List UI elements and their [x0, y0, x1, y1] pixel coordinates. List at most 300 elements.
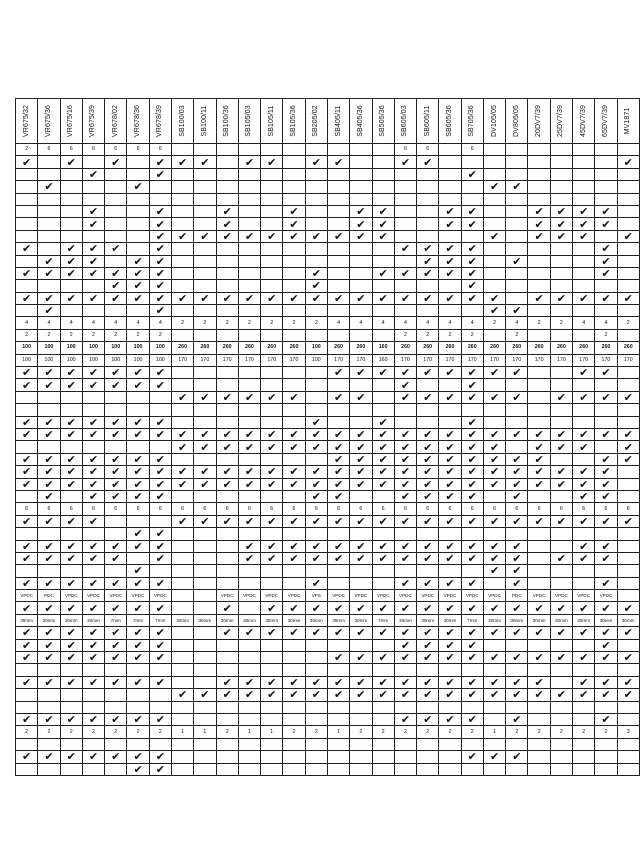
check-icon: ✔ — [350, 428, 372, 440]
value-cell: 2 — [305, 317, 327, 329]
value-cell: 170 — [417, 354, 439, 366]
empty-cell — [595, 193, 617, 205]
value-cell: 2 — [617, 317, 639, 329]
check-icon: ✔ — [38, 466, 60, 478]
empty-cell — [261, 416, 283, 428]
value-cell: 6 — [350, 503, 372, 515]
empty-cell — [573, 181, 595, 193]
value-cell: 170 — [573, 354, 595, 366]
value-cell: 4 — [327, 317, 349, 329]
check-icon: ✔ — [417, 267, 439, 279]
check-icon: ✔ — [461, 466, 483, 478]
check-icon: ✔ — [372, 478, 394, 490]
empty-cell — [372, 751, 394, 763]
empty-cell — [461, 528, 483, 540]
empty-cell — [617, 168, 639, 180]
empty-cell — [372, 664, 394, 676]
value-cell: 30mm — [194, 614, 216, 626]
check-icon: ✔ — [394, 267, 416, 279]
check-icon: ✔ — [394, 428, 416, 440]
check-icon: ✔ — [372, 428, 394, 440]
value-cell: 30mm — [417, 614, 439, 626]
check-icon: ✔ — [573, 515, 595, 527]
value-cell: 4 — [105, 317, 127, 329]
empty-cell — [194, 751, 216, 763]
check-icon: ✔ — [38, 676, 60, 688]
check-icon: ✔ — [60, 639, 82, 651]
value-cell: PDC — [38, 590, 60, 602]
check-icon: ✔ — [82, 255, 104, 267]
check-icon: ✔ — [617, 652, 639, 664]
model-name: SB405/11 — [334, 105, 342, 137]
empty-cell — [82, 738, 104, 750]
check-icon: ✔ — [372, 205, 394, 217]
empty-cell — [261, 181, 283, 193]
check-icon: ✔ — [394, 453, 416, 465]
check-icon: ✔ — [149, 577, 171, 589]
check-icon: ✔ — [327, 441, 349, 453]
feature-row — [16, 478, 640, 490]
check-icon: ✔ — [617, 292, 639, 304]
check-icon: ✔ — [82, 751, 104, 763]
model-header-cell — [261, 99, 283, 144]
empty-cell — [439, 280, 461, 292]
empty-cell — [261, 267, 283, 279]
empty-cell — [216, 404, 238, 416]
check-icon: ✔ — [171, 478, 193, 490]
check-icon: ✔ — [550, 428, 572, 440]
value-cell: VPDC — [16, 590, 38, 602]
value-cell: 100 — [149, 354, 171, 366]
value-cell: 2 — [394, 329, 416, 341]
empty-cell — [171, 280, 193, 292]
empty-cell — [127, 305, 149, 317]
empty-cell — [483, 664, 505, 676]
empty-cell — [238, 205, 260, 217]
check-icon: ✔ — [439, 478, 461, 490]
check-icon: ✔ — [194, 466, 216, 478]
empty-cell — [550, 577, 572, 589]
value-cell: 6 — [38, 144, 60, 156]
empty-cell — [550, 713, 572, 725]
value-cell: 170 — [194, 354, 216, 366]
check-icon: ✔ — [127, 627, 149, 639]
empty-cell — [573, 713, 595, 725]
check-icon: ✔ — [60, 577, 82, 589]
check-icon: ✔ — [149, 168, 171, 180]
check-icon: ✔ — [394, 379, 416, 391]
value-cell: 6 — [238, 503, 260, 515]
check-icon: ✔ — [127, 416, 149, 428]
check-icon: ✔ — [149, 416, 171, 428]
empty-cell — [550, 168, 572, 180]
empty-cell — [417, 168, 439, 180]
check-icon: ✔ — [60, 552, 82, 564]
value-cell: 2 — [105, 329, 127, 341]
check-icon: ✔ — [105, 466, 127, 478]
empty-cell — [550, 305, 572, 317]
check-icon: ✔ — [149, 267, 171, 279]
empty-cell — [194, 379, 216, 391]
check-icon: ✔ — [283, 478, 305, 490]
check-icon: ✔ — [283, 428, 305, 440]
value-cell: 30mm — [394, 614, 416, 626]
check-icon: ✔ — [595, 627, 617, 639]
empty-cell — [417, 379, 439, 391]
value-cell: 100 — [16, 354, 38, 366]
model-header-cell — [283, 99, 305, 144]
empty-cell — [528, 713, 550, 725]
empty-cell — [60, 565, 82, 577]
check-icon: ✔ — [127, 565, 149, 577]
check-icon: ✔ — [238, 627, 260, 639]
empty-cell — [528, 404, 550, 416]
empty-cell — [528, 243, 550, 255]
check-icon: ✔ — [216, 515, 238, 527]
empty-cell — [194, 453, 216, 465]
check-icon: ✔ — [171, 441, 193, 453]
value-cell: 7mm — [372, 614, 394, 626]
empty-cell — [261, 243, 283, 255]
empty-cell — [595, 280, 617, 292]
value-cell: 7mm — [149, 614, 171, 626]
check-icon: ✔ — [238, 156, 260, 168]
empty-cell — [60, 280, 82, 292]
empty-cell — [149, 404, 171, 416]
empty-cell — [394, 528, 416, 540]
feature-row — [16, 181, 640, 193]
check-icon: ✔ — [617, 391, 639, 403]
feature-row — [16, 453, 640, 465]
check-icon: ✔ — [372, 552, 394, 564]
empty-cell — [238, 218, 260, 230]
value-cell: 2 — [16, 329, 38, 341]
empty-cell — [550, 738, 572, 750]
check-icon: ✔ — [394, 466, 416, 478]
check-icon: ✔ — [394, 156, 416, 168]
empty-cell — [283, 280, 305, 292]
empty-cell — [528, 565, 550, 577]
check-icon: ✔ — [617, 156, 639, 168]
check-icon: ✔ — [305, 627, 327, 639]
empty-cell — [82, 280, 104, 292]
empty-cell — [194, 416, 216, 428]
empty-cell — [506, 280, 528, 292]
check-icon: ✔ — [327, 478, 349, 490]
empty-cell — [617, 490, 639, 502]
feature-row — [16, 528, 640, 540]
check-icon: ✔ — [461, 205, 483, 217]
model-name: VR678/02 — [111, 105, 119, 137]
empty-cell — [327, 664, 349, 676]
check-icon: ✔ — [461, 676, 483, 688]
check-icon: ✔ — [483, 515, 505, 527]
empty-cell — [394, 416, 416, 428]
value-cell: 2 — [394, 726, 416, 738]
value-cell: 30mm — [82, 614, 104, 626]
check-icon: ✔ — [127, 466, 149, 478]
check-icon: ✔ — [550, 218, 572, 230]
value-cell: 100 — [305, 342, 327, 354]
check-icon: ✔ — [194, 292, 216, 304]
check-icon: ✔ — [60, 602, 82, 614]
empty-cell — [16, 664, 38, 676]
check-icon: ✔ — [573, 540, 595, 552]
empty-cell — [573, 738, 595, 750]
check-icon: ✔ — [149, 639, 171, 651]
check-icon: ✔ — [149, 652, 171, 664]
check-icon: ✔ — [149, 453, 171, 465]
empty-cell — [595, 230, 617, 242]
empty-cell — [573, 639, 595, 651]
value-cell: 2 — [194, 317, 216, 329]
empty-cell — [194, 639, 216, 651]
value-cell: 100 — [127, 342, 149, 354]
empty-cell — [573, 404, 595, 416]
check-icon: ✔ — [16, 751, 38, 763]
check-icon: ✔ — [171, 156, 193, 168]
check-icon: ✔ — [506, 453, 528, 465]
value-cell: 30mm — [350, 614, 372, 626]
check-icon: ✔ — [461, 218, 483, 230]
empty-cell — [350, 416, 372, 428]
empty-cell — [483, 156, 505, 168]
check-icon: ✔ — [261, 515, 283, 527]
empty-cell — [439, 156, 461, 168]
empty-cell — [38, 701, 60, 713]
check-icon: ✔ — [350, 391, 372, 403]
check-icon: ✔ — [595, 243, 617, 255]
empty-cell — [216, 168, 238, 180]
model-name: DV105/05 — [490, 105, 498, 137]
check-icon: ✔ — [461, 255, 483, 267]
empty-cell — [595, 738, 617, 750]
empty-cell — [327, 763, 349, 775]
value-cell: 6 — [105, 503, 127, 515]
value-cell: 4 — [149, 317, 171, 329]
check-icon: ✔ — [461, 416, 483, 428]
check-icon: ✔ — [82, 639, 104, 651]
value-cell: 30mm — [439, 614, 461, 626]
empty-cell — [528, 738, 550, 750]
empty-cell — [327, 305, 349, 317]
empty-cell — [171, 453, 193, 465]
empty-cell — [127, 441, 149, 453]
check-icon: ✔ — [595, 515, 617, 527]
empty-cell — [305, 453, 327, 465]
check-icon: ✔ — [417, 490, 439, 502]
empty-cell — [372, 738, 394, 750]
value-cell: VPDC — [327, 590, 349, 602]
empty-cell — [461, 305, 483, 317]
check-icon: ✔ — [305, 478, 327, 490]
empty-cell — [550, 490, 572, 502]
value-cell: 170 — [283, 354, 305, 366]
model-header-cell — [305, 99, 327, 144]
model-header-cell — [417, 99, 439, 144]
empty-cell — [171, 243, 193, 255]
feature-row — [16, 255, 640, 267]
model-name: SB105/11 — [267, 105, 275, 137]
empty-cell — [216, 763, 238, 775]
empty-cell — [305, 181, 327, 193]
empty-cell — [194, 540, 216, 552]
check-icon: ✔ — [394, 540, 416, 552]
empty-cell — [372, 280, 394, 292]
empty-cell — [38, 193, 60, 205]
value-cell: 2 — [238, 317, 260, 329]
empty-cell — [127, 218, 149, 230]
check-icon: ✔ — [439, 267, 461, 279]
check-icon: ✔ — [372, 515, 394, 527]
value-cell: 2 — [461, 329, 483, 341]
check-icon: ✔ — [327, 515, 349, 527]
empty-cell — [394, 193, 416, 205]
empty-cell — [194, 552, 216, 564]
value-cell: 6 — [149, 503, 171, 515]
value-cell: 2 — [573, 726, 595, 738]
check-icon: ✔ — [105, 577, 127, 589]
check-icon: ✔ — [506, 552, 528, 564]
check-icon: ✔ — [573, 391, 595, 403]
empty-cell — [483, 416, 505, 428]
value-cell: 30mm — [573, 614, 595, 626]
check-icon: ✔ — [60, 515, 82, 527]
empty-cell — [216, 267, 238, 279]
empty-cell — [417, 230, 439, 242]
check-icon: ✔ — [595, 689, 617, 701]
check-icon: ✔ — [573, 652, 595, 664]
check-icon: ✔ — [305, 602, 327, 614]
empty-cell — [16, 441, 38, 453]
value-cell: 2 — [350, 726, 372, 738]
check-icon: ✔ — [305, 156, 327, 168]
empty-cell — [617, 404, 639, 416]
empty-cell — [617, 738, 639, 750]
check-icon: ✔ — [595, 267, 617, 279]
check-icon: ✔ — [82, 379, 104, 391]
empty-cell — [617, 329, 639, 341]
empty-cell — [171, 144, 193, 156]
check-icon: ✔ — [550, 441, 572, 453]
empty-cell — [38, 565, 60, 577]
empty-cell — [283, 255, 305, 267]
empty-cell — [16, 193, 38, 205]
empty-cell — [16, 181, 38, 193]
check-icon: ✔ — [506, 627, 528, 639]
value-cell: 6 — [171, 503, 193, 515]
empty-cell — [417, 701, 439, 713]
empty-cell — [506, 701, 528, 713]
check-icon: ✔ — [573, 218, 595, 230]
empty-cell — [617, 267, 639, 279]
check-icon: ✔ — [38, 652, 60, 664]
empty-cell — [283, 305, 305, 317]
empty-cell — [483, 243, 505, 255]
check-icon: ✔ — [60, 751, 82, 763]
empty-cell — [573, 751, 595, 763]
feature-row — [16, 540, 640, 552]
empty-cell — [194, 144, 216, 156]
empty-cell — [238, 144, 260, 156]
value-cell: 6 — [595, 503, 617, 515]
empty-cell — [573, 280, 595, 292]
check-icon: ✔ — [528, 466, 550, 478]
empty-cell — [573, 193, 595, 205]
empty-cell — [617, 713, 639, 725]
check-icon: ✔ — [149, 305, 171, 317]
check-icon: ✔ — [506, 367, 528, 379]
check-icon: ✔ — [550, 652, 572, 664]
empty-cell — [38, 391, 60, 403]
empty-cell — [573, 701, 595, 713]
empty-cell — [372, 565, 394, 577]
empty-cell — [38, 168, 60, 180]
empty-cell — [617, 664, 639, 676]
empty-cell — [327, 280, 349, 292]
check-icon: ✔ — [149, 528, 171, 540]
value-cell: 30mm — [595, 614, 617, 626]
check-icon: ✔ — [105, 652, 127, 664]
feature-row — [16, 515, 640, 527]
empty-cell — [127, 230, 149, 242]
value-cell: 6 — [105, 144, 127, 156]
check-icon: ✔ — [327, 230, 349, 242]
empty-cell — [327, 404, 349, 416]
empty-cell — [216, 181, 238, 193]
value-cell: 30mm — [506, 614, 528, 626]
feature-row — [16, 627, 640, 639]
empty-cell — [261, 255, 283, 267]
empty-cell — [528, 267, 550, 279]
empty-cell — [16, 689, 38, 701]
value-cell: 30mm — [483, 614, 505, 626]
check-icon: ✔ — [483, 181, 505, 193]
check-icon: ✔ — [105, 676, 127, 688]
empty-cell — [595, 565, 617, 577]
check-icon: ✔ — [417, 552, 439, 564]
model-name: SB505/36 — [379, 105, 387, 137]
check-icon: ✔ — [171, 515, 193, 527]
value-cell: 100 — [305, 354, 327, 366]
check-icon: ✔ — [82, 540, 104, 552]
empty-cell — [127, 391, 149, 403]
check-icon: ✔ — [528, 652, 550, 664]
feature-row — [16, 144, 640, 156]
empty-cell — [283, 379, 305, 391]
empty-cell — [194, 664, 216, 676]
check-icon: ✔ — [483, 292, 505, 304]
value-cell: 100 — [60, 354, 82, 366]
empty-cell — [573, 664, 595, 676]
empty-cell — [483, 577, 505, 589]
check-icon: ✔ — [595, 391, 617, 403]
empty-cell — [394, 763, 416, 775]
empty-cell — [238, 738, 260, 750]
empty-cell — [350, 181, 372, 193]
empty-cell — [105, 738, 127, 750]
empty-cell — [171, 205, 193, 217]
empty-cell — [439, 565, 461, 577]
check-icon: ✔ — [216, 230, 238, 242]
empty-cell — [617, 243, 639, 255]
check-icon: ✔ — [595, 602, 617, 614]
value-cell: 100 — [127, 354, 149, 366]
check-icon: ✔ — [16, 602, 38, 614]
empty-cell — [305, 701, 327, 713]
empty-cell — [327, 701, 349, 713]
empty-cell — [238, 713, 260, 725]
